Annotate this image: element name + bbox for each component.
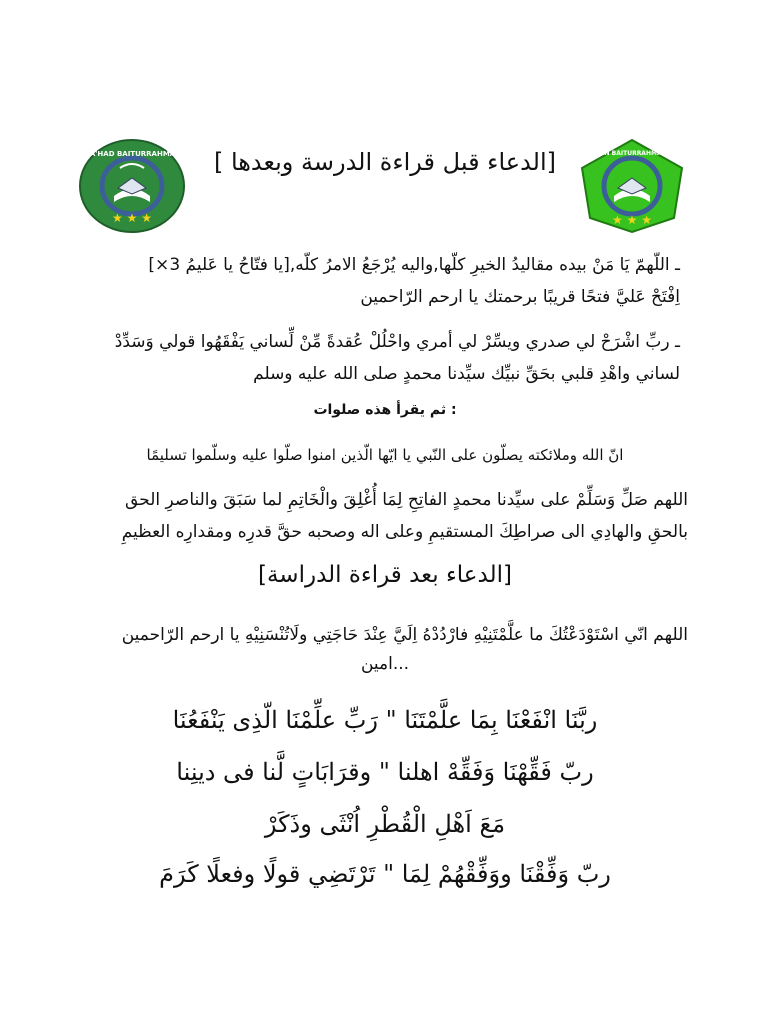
mahad-baiturrahman-logo <box>78 138 186 234</box>
salawat-instruction: : ثم يقرأ هذه صلوات <box>313 402 457 418</box>
sharh-prayer-line-2: لساني واهْدِ قلبي بحَقِّ نبيِّك سيِّدنا محمدٍ صلى الله عليه وسلم <box>253 364 680 384</box>
opening-prayer-line-1: ـ اللّهمّ يَا مَنْ بيده مقاليدُ الخيرِ كلّها,واليه يُرْجَعُ الامرُ كلّه,[يا فتّاحُ يا عَليمُ 3×] <box>148 255 680 275</box>
after-prayer-line-1: اللهم انّي اسْتَوْدَعْتُكَ ما علَّمْتَنِيْهِ فارْدُدْهُ اِلَيَّ عِنْدَ حَاجَتِي ولَاتُنْسَنِيْهِ يا ارحم الرّاحمين <box>121 625 688 645</box>
svg-text:MA'HAD BAITURRAHMAN: MA'HAD BAITURRAHMAN <box>82 150 182 158</box>
header-title: [الدعاء قبل قراءة الدرسة وبعدها ] <box>213 148 557 176</box>
yayasan-baiturrahman-logo <box>578 138 686 234</box>
poem-line-1: ربَّنَا انْفَعْنَا بِمَا علَّمْتَنَا " رَبِّ علِّمْنَا الّذِى يَنْفَعُنَا <box>172 706 598 734</box>
poem-line-4: ربّ وَفِّقْنَا ووَفِّقْهُمْ لِمَا " تَرْتَضِي قولًا وفعلًا كَرَمَ <box>159 860 611 888</box>
salawat-line-2: بالحقِ والهادِي الى صراطِكَ المستقيمِ وعلى اله وصحبه حقَّ قدرِه ومقدارِه العظيمِ <box>121 522 688 542</box>
quran-verse: انّ الله وملائكته يصلّون على النّبي يا ايّها الّذين امنوا صلّوا عليه وسلّموا تسليمًا <box>146 446 624 464</box>
amin-line: امين... <box>360 654 410 674</box>
sharh-prayer-line-1: ـ ربِّ اشْرَحْ لي صدري ويسِّرْ لي أمري واحْلُلْ عُقدةً مِّنْ لِّساني يَفْقَهُوا قولي وَسَدِّدْ <box>114 332 680 352</box>
svg-text:YAYASAN BAITURRAHMAN ALYA: YAYASAN BAITURRAHMAN ALYA <box>579 150 685 157</box>
svg-text:★ ★ ★: ★ ★ ★ <box>112 211 152 225</box>
opening-prayer-line-2: اِفْتَحْ عَليَّ فتحًا قريبًا برحمتك يا ارحم الرّاحمين <box>360 287 680 307</box>
poem-line-2: ربّ فَقِّهْنَا وَفَقِّهْ اهلنا " وقرَابَاتٍ لَّنا فى دينِنا <box>176 758 594 786</box>
salawat-line-1: اللهم صَلِّ وَسَلِّمْ على سيِّدنا محمدٍ الفاتِحِ لِمَا أُغْلِقَ والْخَاتِمِ لما سَبَقَ والناصرِ الحق <box>125 490 688 510</box>
after-study-title: [الدعاء بعد قراءة الدراسة] <box>258 562 512 588</box>
poem-line-3: مَعَ اَهْلِ الْقُطْرِ اُنْثَى وذَكَرْ <box>264 810 506 838</box>
svg-text:★ ★ ★: ★ ★ ★ <box>612 213 652 227</box>
